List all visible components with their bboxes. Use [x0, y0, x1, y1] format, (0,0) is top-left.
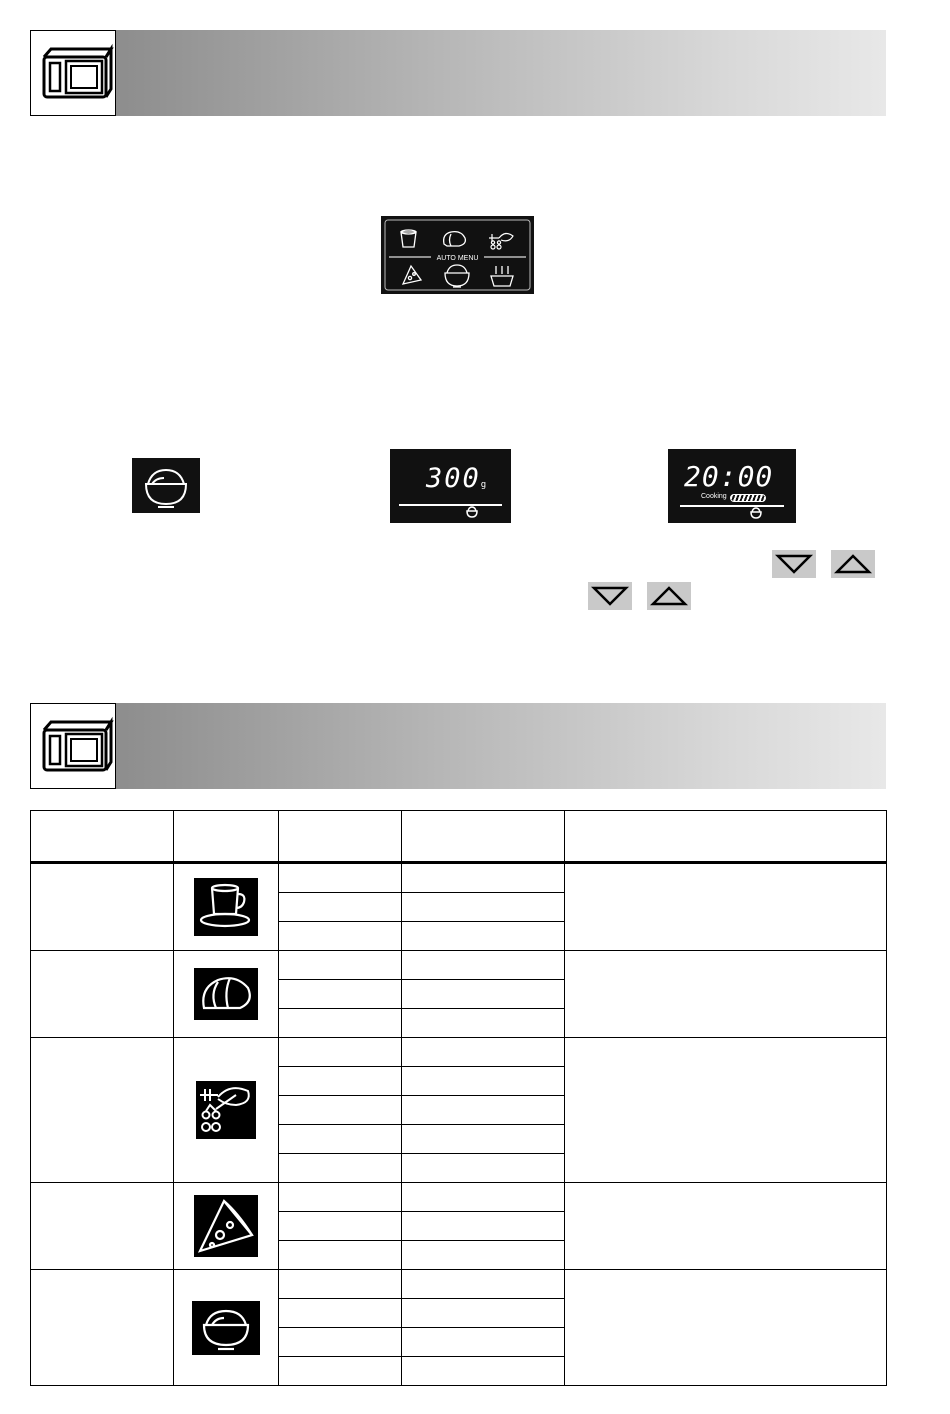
auto-menu-panel: [381, 216, 534, 294]
rice-bowl-icon: [132, 458, 200, 513]
header-cell: [565, 811, 887, 863]
table-cell: [402, 1357, 565, 1386]
down-arrow-button[interactable]: [772, 550, 816, 578]
pizza-icon: [194, 1195, 258, 1257]
header-cell: [402, 811, 565, 863]
table-cell: [279, 922, 402, 951]
icon-cell: [174, 863, 279, 951]
table-row: [31, 1038, 887, 1067]
category-cell: [31, 863, 174, 951]
notes-cell: [565, 951, 887, 1038]
table-cell: [402, 1009, 565, 1038]
icon-cell: [174, 1038, 279, 1183]
auto-menu-table: [30, 810, 887, 1386]
up-arrow-button[interactable]: [647, 582, 691, 610]
down-arrow-icon: [772, 550, 816, 578]
header-cell: [174, 811, 279, 863]
table-cell: [279, 1096, 402, 1125]
defrost-icon: [196, 1081, 256, 1139]
beverage-icon: [194, 878, 258, 936]
table-cell: [279, 1125, 402, 1154]
weight-unit: g: [480, 480, 489, 490]
table-cell: [279, 980, 402, 1009]
table-header-row: [31, 811, 887, 863]
pizza-icon: [403, 266, 421, 284]
table-cell: [402, 1183, 565, 1212]
category-cell: [31, 1038, 174, 1183]
up-arrow-icon: [647, 582, 691, 610]
category-cell: [31, 1183, 174, 1270]
table-cell: [402, 980, 565, 1009]
bread-icon: [194, 968, 258, 1020]
microwave-icon: [31, 704, 115, 788]
auto-menu-label: AUTO MENU: [436, 255, 479, 262]
notes-cell: [565, 1183, 887, 1270]
microwave-icon-box: [30, 703, 116, 789]
table-row: [31, 1183, 887, 1212]
weight-value: 300: [426, 463, 481, 494]
rice-bowl-indicator-icon: [750, 507, 762, 519]
table-cell: [402, 1096, 565, 1125]
notes-cell: [565, 1270, 887, 1386]
notes-cell: [565, 1038, 887, 1183]
table-row: [31, 951, 887, 980]
category-cell: [31, 951, 174, 1038]
table-cell: [402, 922, 565, 951]
table-cell: [279, 1270, 402, 1299]
soup-icon: [491, 266, 513, 286]
up-arrow-icon: [831, 550, 875, 578]
rice-bowl-button[interactable]: [132, 458, 200, 513]
notes-cell: [565, 863, 887, 951]
table-cell: [279, 1212, 402, 1241]
cooking-status: Cooking: [701, 493, 727, 500]
table-cell: [279, 1299, 402, 1328]
table-cell: [279, 1067, 402, 1096]
table-cell: [279, 893, 402, 922]
icon-cell: [174, 1183, 279, 1270]
table-row: [31, 1270, 887, 1299]
table-cell: [402, 1299, 565, 1328]
header-cell: [31, 811, 174, 863]
defrost-icon: [489, 233, 513, 249]
weight-display: [390, 449, 511, 523]
icon-cell: [174, 951, 279, 1038]
table-row: [31, 863, 887, 893]
table-cell: [279, 1009, 402, 1038]
table-cell: [402, 1038, 565, 1067]
table-cell: [402, 1154, 565, 1183]
down-arrow-icon: [588, 582, 632, 610]
table-cell: [279, 951, 402, 980]
table-cell: [402, 893, 565, 922]
table-cell: [279, 1038, 402, 1067]
category-cell: [31, 1270, 174, 1386]
section-header-bottom: [30, 703, 886, 789]
table-cell: [402, 1125, 565, 1154]
microwave-icon: [31, 31, 115, 115]
table-cell: [279, 1241, 402, 1270]
table-cell: [402, 1270, 565, 1299]
rice-bowl-icon: [445, 265, 469, 287]
table-cell: [402, 951, 565, 980]
cooking-progress-bar: [730, 494, 766, 502]
up-arrow-button[interactable]: [831, 550, 875, 578]
table-cell: [279, 1357, 402, 1386]
bread-icon: [444, 232, 466, 246]
table-cell: [402, 1212, 565, 1241]
section-header-top: [30, 30, 886, 116]
icon-cell: [174, 1270, 279, 1386]
table-cell: [402, 1328, 565, 1357]
table-cell: [279, 863, 402, 893]
table-cell: [279, 1183, 402, 1212]
table-cell: [402, 1241, 565, 1270]
rice-bowl-indicator-icon: [466, 506, 478, 518]
table-cell: [402, 1067, 565, 1096]
cooking-display: [668, 449, 796, 523]
header-cell: [279, 811, 402, 863]
beverage-icon: [401, 230, 416, 247]
table-cell: [279, 1328, 402, 1357]
down-arrow-button[interactable]: [588, 582, 632, 610]
cooking-time: 20:00: [684, 460, 774, 493]
table-cell: [279, 1154, 402, 1183]
microwave-icon-box: [30, 30, 116, 116]
table-cell: [402, 863, 565, 893]
rice-bowl-icon: [192, 1301, 260, 1355]
